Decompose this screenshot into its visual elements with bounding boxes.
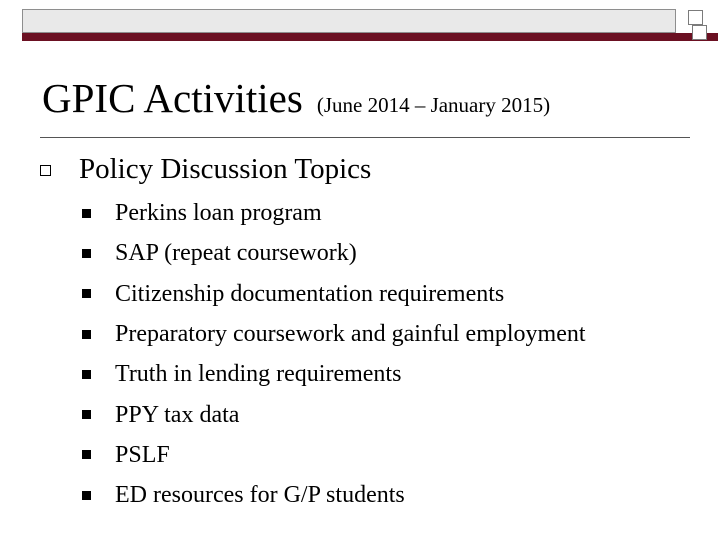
list-item-text: SAP (repeat coursework) (115, 240, 357, 267)
bullet-level1-text: Policy Discussion Topics (79, 152, 372, 185)
list-item (82, 274, 702, 314)
header-bar (22, 9, 676, 33)
corner-square-icon (688, 10, 703, 25)
solid-square-bullet-icon (82, 330, 91, 339)
hollow-square-bullet-icon (40, 165, 51, 176)
list-item (82, 193, 702, 233)
list-item-text: Truth in lending requirements (115, 361, 402, 388)
list-item (82, 394, 702, 434)
title-divider (40, 137, 690, 138)
policy-topics-list (82, 193, 702, 515)
solid-square-bullet-icon (82, 249, 91, 258)
list-item-text: Preparatory coursework and gainful employment (115, 321, 586, 348)
slide-title-main: GPIC Activities (42, 75, 303, 121)
solid-square-bullet-icon (82, 289, 91, 298)
solid-square-bullet-icon (82, 370, 91, 379)
list-item-text: PSLF (115, 441, 170, 468)
header-accent-stripe (22, 33, 718, 41)
slide-title-date-range: (June 2014 – January 2015) (316, 93, 551, 117)
solid-square-bullet-icon (82, 209, 91, 218)
list-item-text: PPY tax data (115, 401, 240, 428)
solid-square-bullet-icon (82, 410, 91, 419)
list-item (82, 475, 702, 515)
list-item-text: Perkins loan program (115, 200, 322, 227)
slide-title (42, 75, 551, 121)
list-item (82, 314, 702, 354)
solid-square-bullet-icon (82, 491, 91, 500)
list-item (82, 233, 702, 273)
list-item (82, 354, 702, 394)
list-item-text: Citizenship documentation requirements (115, 280, 505, 307)
list-item (82, 435, 702, 475)
solid-square-bullet-icon (82, 450, 91, 459)
list-item-text: ED resources for G/P students (115, 482, 405, 509)
corner-square-icon (692, 25, 707, 40)
bullet-level1 (40, 151, 371, 187)
